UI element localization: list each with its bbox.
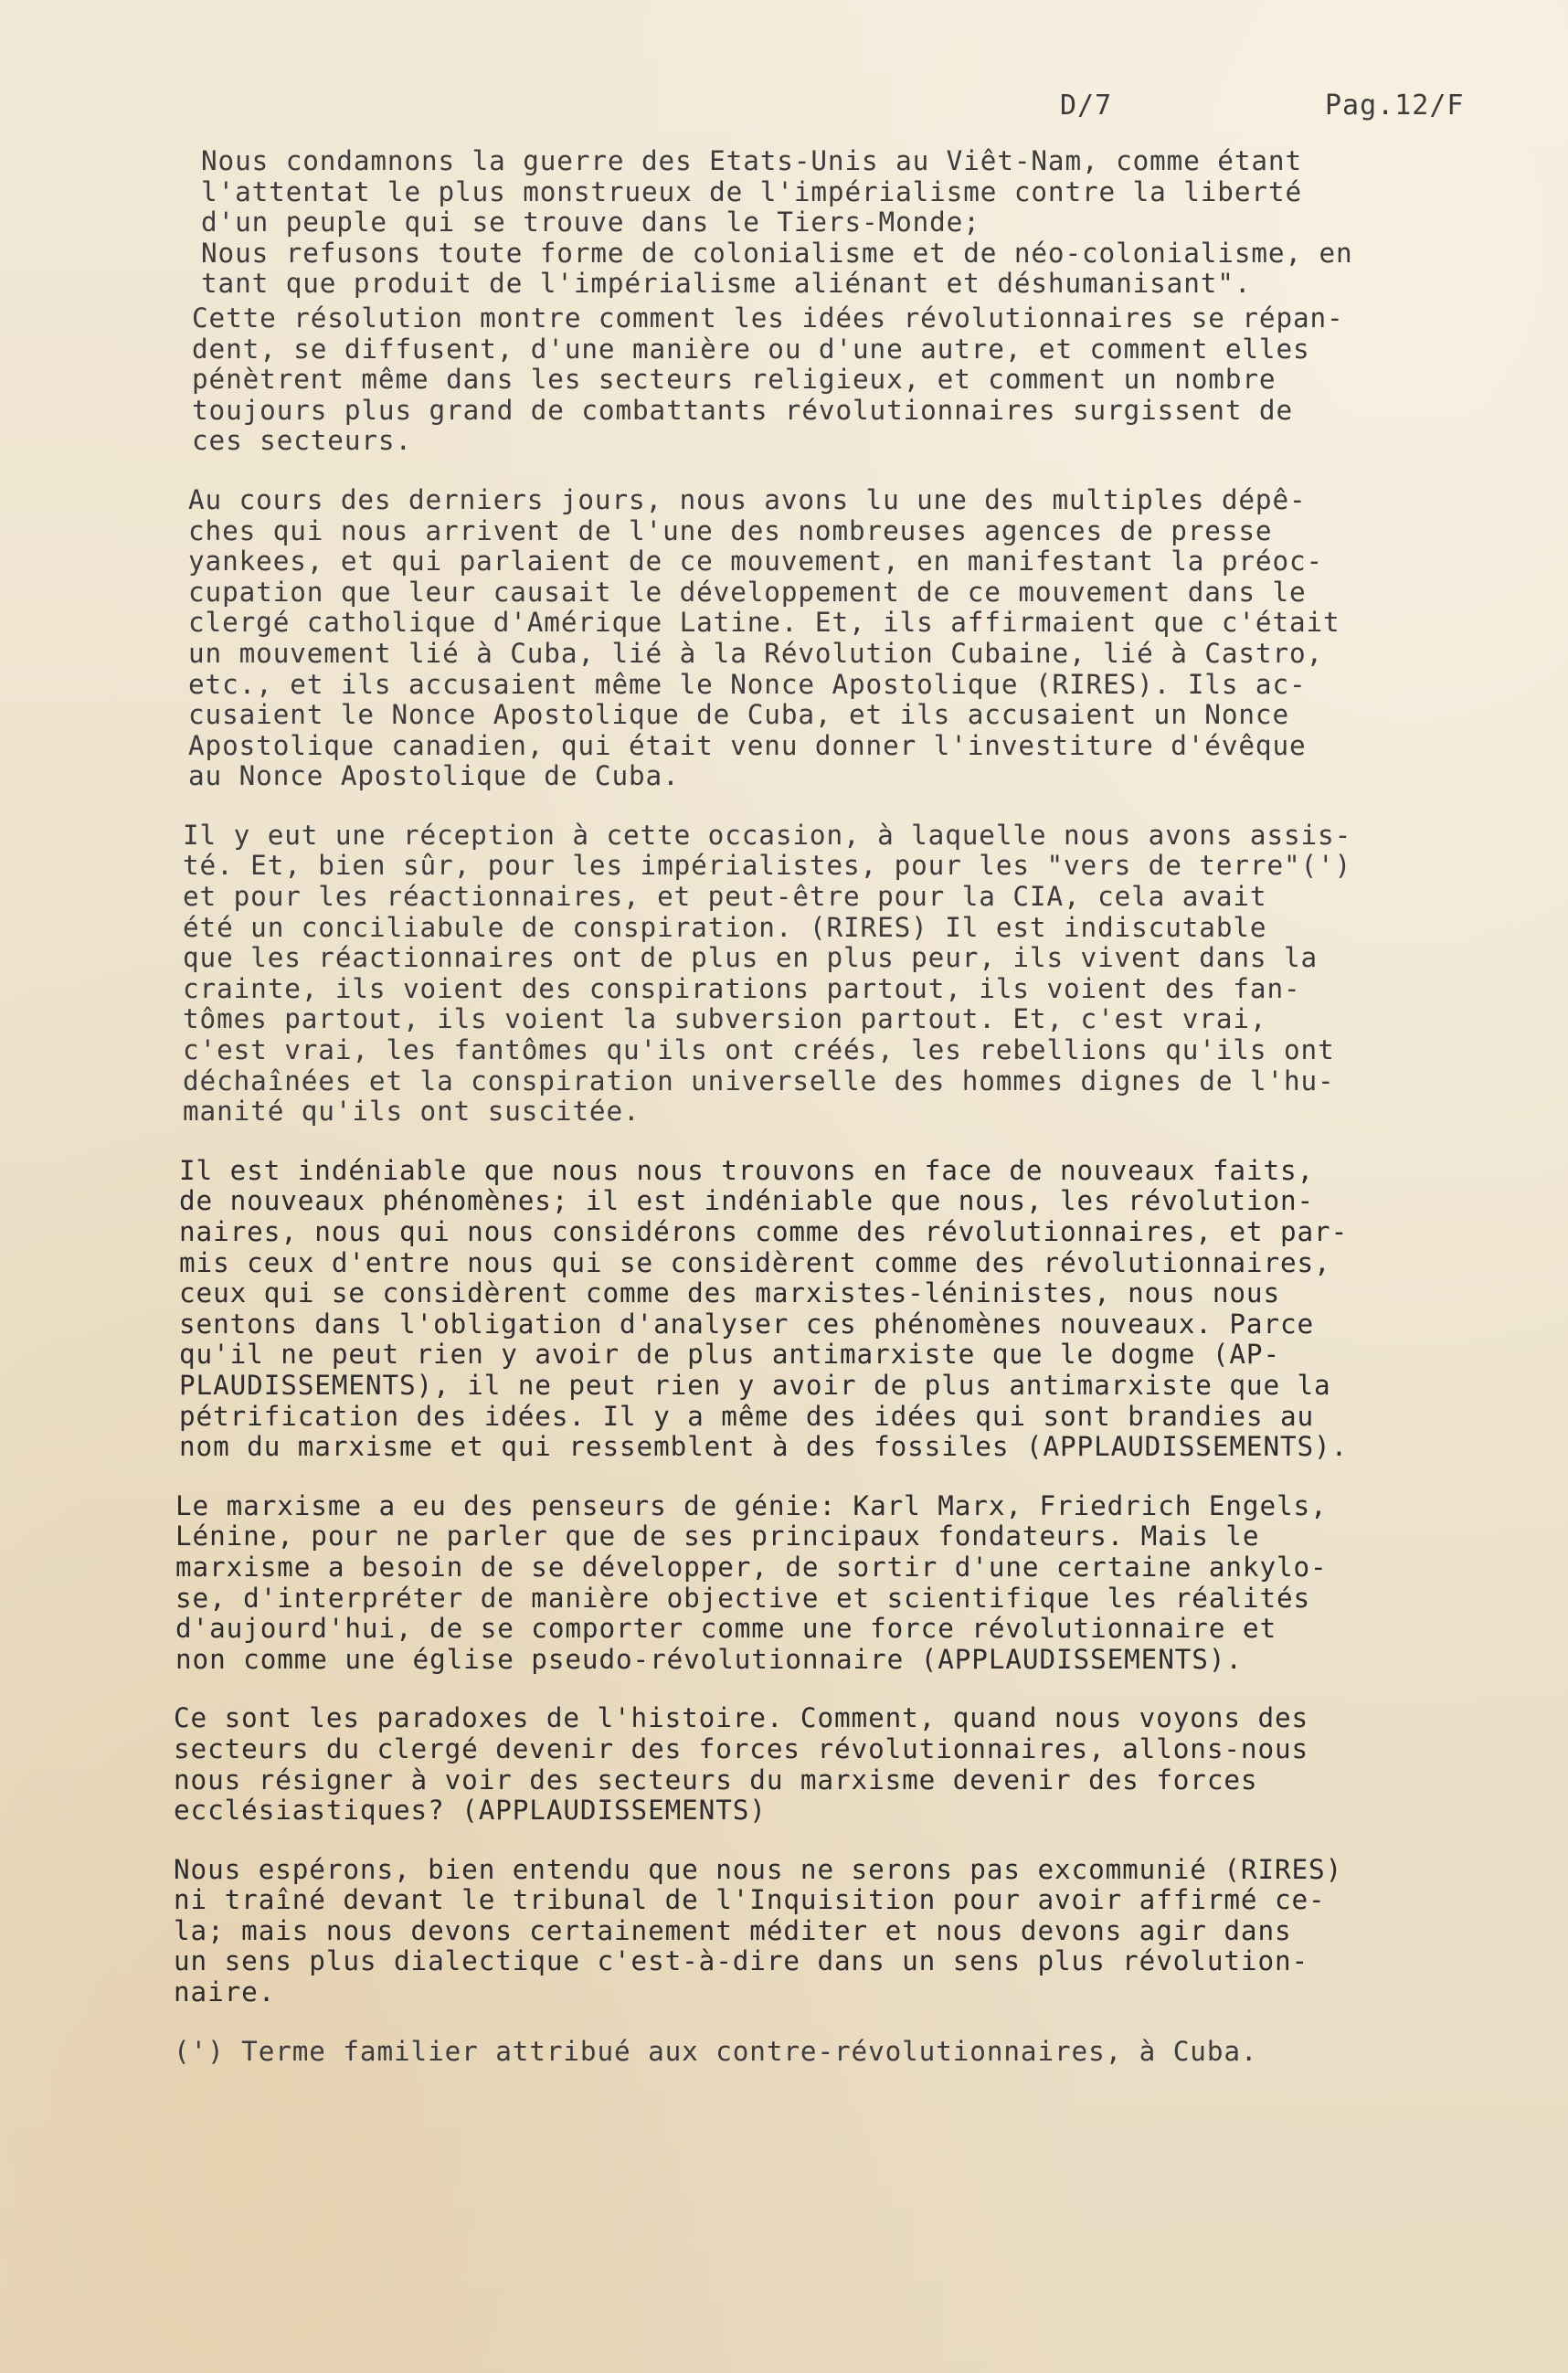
paragraph-new-phenomena: Il est indéniable que nous nous trouvons en face de nouveaux faits, de nouveaux phénomènes; il est indéniable que nous, les révolution- naires, nous qui nous considérons comme des révolutionnaires, et par- mis ceux d'entre nous qui se considèrent comme des révolutionnaires, ceux qui se considèrent comme des marxistes-léninistes, nous nous sentons dans l'obligation d'analyser ces phénomènes nouveaux. Parce qu'il ne peut rien y avoir de plus antimarxiste que le dogme (AP- PLAUDISSEMENTS), il ne peut rien y avoir de plus antimarxiste que la pétrification des idées. Il y a même des idées qui sont brandies au nom du marxisme et qui ressemblent à des fossiles (APPLAUDISSEMENTS). — [179, 1154, 1349, 1463]
paragraph-resolution-comment: Cette résolution montre comment les idées révolutionnaires se répan- dent, se diffusent, d'une manière ou d'une autre, et comment elles pénètrent même dans les secteurs religieux, et comment un nombre toujours plus grand de combattants révolutionnaires surgissent de ces secteurs. — [192, 302, 1344, 457]
paragraph-paradoxes: Ce sont les paradoxes de l'histoire. Comment, quand nous voyons des secteurs du clergé devenir des forces révolutionnaires, allons-nous nous résigner à voir des secteurs du marxisme devenir des forces ecclésiastiques? (APPLAUDISSEMENTS) — [174, 1702, 1309, 1827]
paragraph-press-dispatch: Au cours des derniers jours, nous avons lu une des multiples dépê- ches qui nous arrivent de l'une des nombreuses agences de presse yankees, et qui parlaient de ce mouvement, en manifestant la préoc- cupation que leur causait le développement de ce mouvement dans le clergé catholique d'Amérique Latine. Et, ils affirmaient que c'était un mouvement lié à Cuba, lié à la Révolution Cubaine, lié à Castro, etc., et ils accusaient même le Nonce Apostolique (RIRES). Ils ac- cusaient le Nonce Apostolique de Cuba, et ils accusaient un Nonce Apostolique canadien, qui était venu donner l'investiture d'évêque au Nonce Apostolique de Cuba. — [188, 483, 1340, 792]
paragraph-reception: Il y eut une réception à cette occasion, à laquelle nous avons assis- té. Et, bien sûr, pour les impérialistes, pour les "vers de terre"(') et pour les réactionnaires, et peut-être pour la CIA, cela avait été un conciliabule de conspiration. (RIRES) Il est indiscutable que les réactionnaires ont de plus en plus peur, ils vivent dans la crainte, ils voient des conspirations partout, ils voient des fan- tômes partout, ils voient la subversion partout. Et, c'est vrai, c'est vrai, les fantômes qu'ils ont créés, les rebellions qu'ils ont déchaînées et la conspiration universelle des hommes dignes de l'hu- manité qu'ils ont suscitée. — [183, 819, 1352, 1128]
document-body — [174, 145, 1480, 2094]
paragraph-marxism-thinkers: Le marxisme a eu des penseurs de génie: Karl Marx, Friedrich Engels, Lénine, pour ne parler que de ses principaux fondateurs. Mais le marxisme a besoin de se développer, de sortir d'une certaine ankylo- se, d'interpréter de manière objective et scientifique les réalités d'aujourd'hui, de se comporter comme une force révolutionnaire et non comme une église pseudo-révolutionnaire (APPLAUDISSEMENTS). — [175, 1489, 1328, 1675]
paragraph-resolution-quote: Nous condamnons la guerre des Etats-Unis au Viêt-Nam, comme étant l'attentat le plus monstrueux de l'impérialisme contre la liberté d'un peuple qui se trouve dans le Tiers-Monde; Nous refusons toute forme de colonialisme et de néo-colonialisme, en tant que produit de l'impérialisme aliénant et déshumanisant". — [201, 145, 1353, 300]
paragraph-inquisition: Nous espérons, bien entendu que nous ne serons pas excommunié (RIRES) ni traîné devant le tribunal de l'Inquisition pour avoir affirmé ce- la; mais nous devons certainement méditer et nous devons agir dans un sens plus dialectique c'est-à-dire dans un sens plus révolution- naire. — [174, 1853, 1343, 2008]
footnote: (') Terme familier attribué aux contre-révolutionnaires, à Cuba. — [174, 2035, 1258, 2067]
document-reference: D/7 — [1060, 90, 1113, 122]
page-number: Pag.12/F — [1325, 90, 1465, 122]
